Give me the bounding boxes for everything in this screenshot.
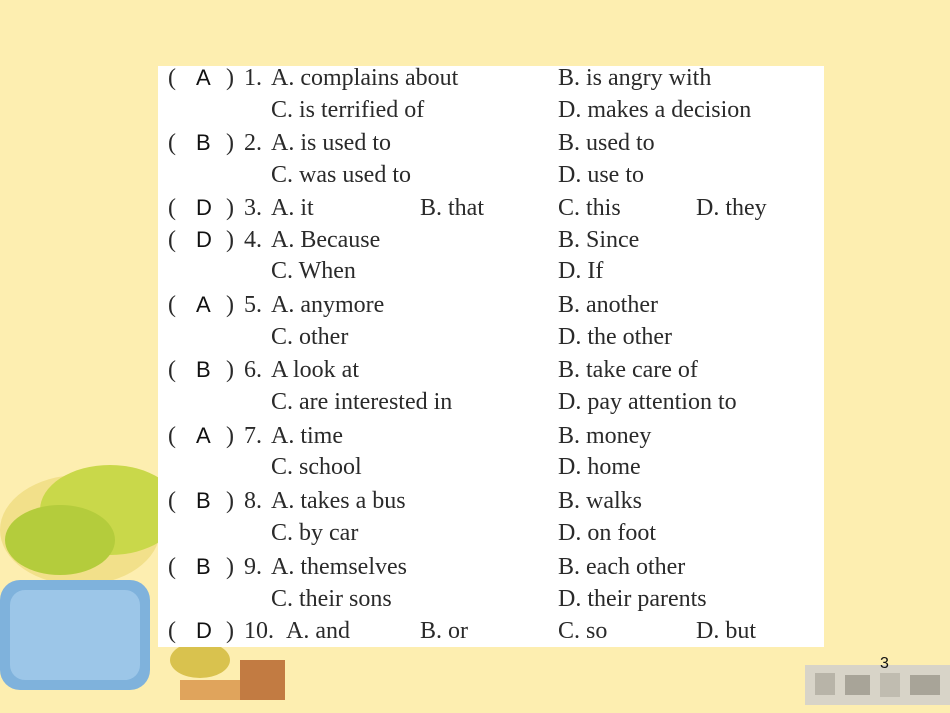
question-row: ( D ) 10. A. and B. or C. so D. but xyxy=(168,618,756,644)
question-row: ( B ) 8. A. takes a bus B. walks xyxy=(168,488,642,514)
option-b: B. or xyxy=(420,618,468,644)
option-d: D. on foot xyxy=(558,520,656,546)
option-b: B. used to xyxy=(558,130,655,156)
question-number: 6. xyxy=(244,357,262,383)
slide-page-number: 3 xyxy=(880,655,889,672)
option-a: A. themselves xyxy=(271,554,407,580)
question-number: 1. xyxy=(244,65,262,91)
question-row-cont xyxy=(158,95,824,125)
answer-letter: B xyxy=(196,130,211,155)
question-row-cont xyxy=(158,584,824,614)
question-row: ( A ) 7. A. time B. money xyxy=(168,423,652,449)
question-row-cont xyxy=(158,452,824,482)
question-row-cont xyxy=(158,322,824,352)
option-a: A. complains about xyxy=(271,65,459,91)
option-c: C. so xyxy=(558,618,608,644)
question-number: 10. xyxy=(244,618,274,644)
question-row: ( B ) 6. A look at B. take care of xyxy=(168,357,698,383)
option-c: C. are interested in xyxy=(271,389,453,415)
answer-letter: A xyxy=(196,423,211,448)
answer-letter: A xyxy=(196,292,211,317)
answer-letter: B xyxy=(196,554,211,579)
question-row-cont xyxy=(158,387,824,417)
option-d: D. their parents xyxy=(558,586,707,612)
option-d: D. but xyxy=(696,618,756,644)
option-c: C. by car xyxy=(271,520,359,546)
answer-letter: A xyxy=(196,65,211,90)
option-b: B. take care of xyxy=(558,357,698,383)
answer-letter: D xyxy=(196,195,212,220)
option-d: D. If xyxy=(558,258,604,284)
answer-letter: B xyxy=(196,488,211,513)
option-c: C. is terrified of xyxy=(271,97,425,123)
option-c: C. this xyxy=(558,195,621,221)
option-d: D. use to xyxy=(558,162,644,188)
answer-letter: D xyxy=(196,227,212,252)
question-row: ( D ) 3. A. it B. that C. this D. they xyxy=(168,195,767,221)
question-number: 4. xyxy=(244,227,262,253)
question-row: ( A ) 5. A. anymore B. another xyxy=(168,292,658,318)
question-row-cont xyxy=(158,160,824,190)
option-b: B. Since xyxy=(558,227,640,253)
option-b: B. is angry with xyxy=(558,65,712,91)
option-d: D. home xyxy=(558,454,641,480)
option-c: C. their sons xyxy=(271,586,392,612)
option-b: B. each other xyxy=(558,554,686,580)
question-row: ( B ) 2. A. is used to B. used to xyxy=(168,130,655,156)
question-number: 7. xyxy=(244,423,262,449)
option-a: A look at xyxy=(271,357,359,383)
option-c: C. other xyxy=(271,324,349,350)
question-row: ( D ) 4. A. Because B. Since xyxy=(168,227,640,253)
question-row-cont xyxy=(158,256,824,286)
question-number: 3. xyxy=(244,195,262,221)
question-number: 2. xyxy=(244,130,262,156)
question-number: 8. xyxy=(244,488,262,514)
option-a: A. and xyxy=(286,618,350,644)
option-c: C. When xyxy=(271,258,356,284)
option-c: C. was used to xyxy=(271,162,411,188)
question-row: ( A ) 1. A. complains about B. is angry with xyxy=(168,65,712,91)
option-a: A. time xyxy=(271,423,343,449)
option-b: B. walks xyxy=(558,488,642,514)
option-a: A. Because xyxy=(271,227,381,253)
option-d: D. pay attention to xyxy=(558,389,737,415)
option-a: A. takes a bus xyxy=(271,488,406,514)
option-a: A. is used to xyxy=(271,130,391,156)
question-number: 5. xyxy=(244,292,262,318)
answer-letter: B xyxy=(196,357,211,382)
option-d: D. makes a decision xyxy=(558,97,752,123)
option-b: B. that xyxy=(420,195,484,221)
answer-letter: D xyxy=(196,618,212,643)
quiz-panel xyxy=(158,66,824,647)
option-d: D. they xyxy=(696,195,767,221)
option-b: B. another xyxy=(558,292,658,318)
option-a: A. anymore xyxy=(271,292,385,318)
option-a: A. it xyxy=(271,195,314,221)
question-number: 9. xyxy=(244,554,262,580)
option-c: C. school xyxy=(271,454,362,480)
option-b: B. money xyxy=(558,423,652,449)
decorative-strip-image xyxy=(805,655,950,713)
question-row-cont xyxy=(158,518,824,548)
option-d: D. the other xyxy=(558,324,672,350)
question-row: ( B ) 9. A. themselves B. each other xyxy=(168,554,686,580)
